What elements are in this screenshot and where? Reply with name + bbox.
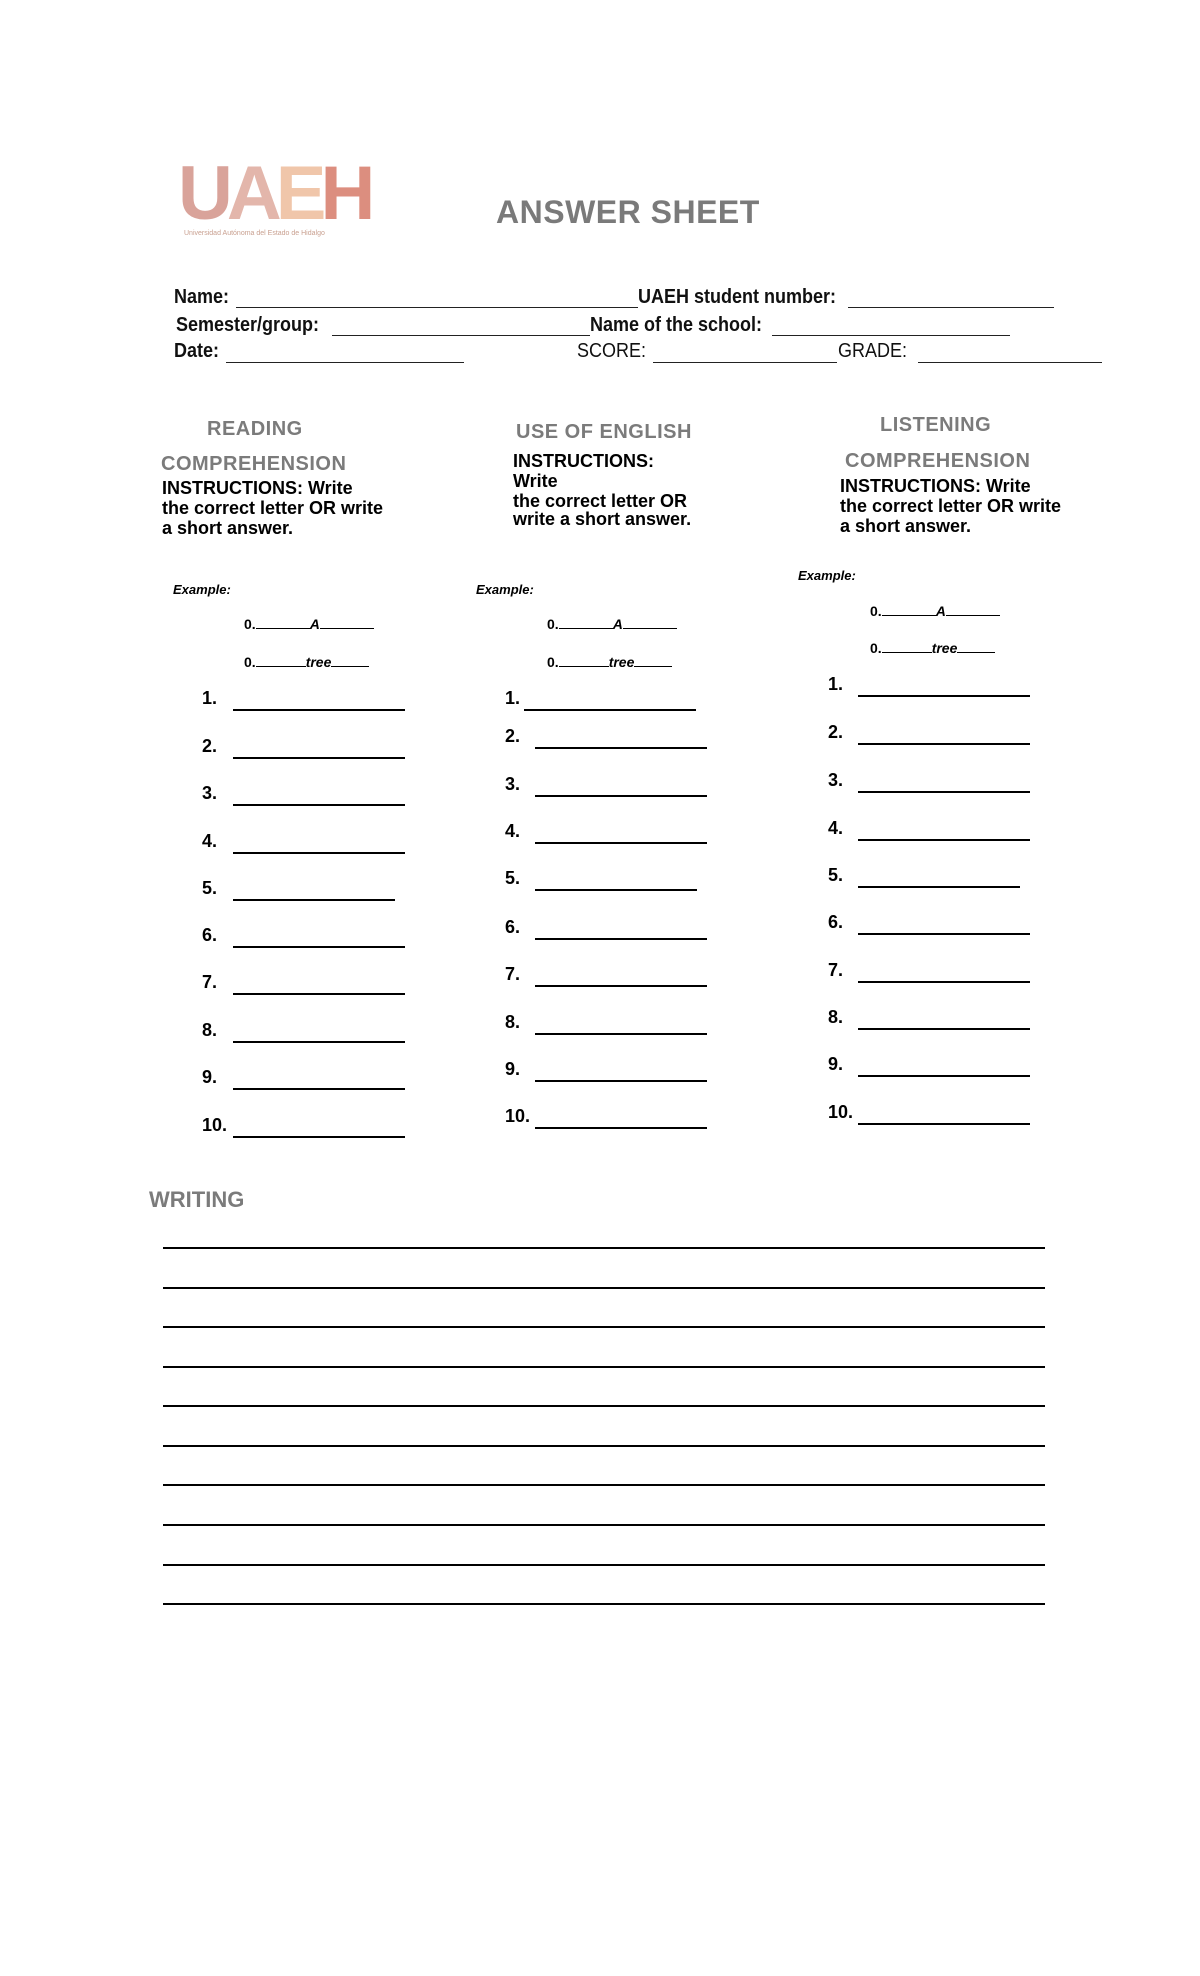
- page-title: ANSWER SHEET: [496, 194, 760, 230]
- answer-line[interactable]: [233, 804, 405, 806]
- answer-line[interactable]: [858, 695, 1030, 697]
- answer-number: 8.: [202, 1020, 218, 1040]
- writing-title: WRITING: [149, 1187, 245, 1212]
- student-number-field-line[interactable]: [848, 307, 1054, 308]
- writing-line[interactable]: [163, 1484, 1045, 1486]
- grade-field-line[interactable]: [918, 362, 1102, 363]
- writing-line[interactable]: [163, 1445, 1045, 1447]
- answer-number: 5.: [202, 878, 218, 898]
- grade-label: GRADE:: [838, 340, 908, 362]
- answer-line[interactable]: [524, 709, 696, 711]
- example-number: 0.: [244, 654, 256, 670]
- answer-line[interactable]: [535, 985, 707, 987]
- example-number: 0.: [547, 616, 559, 632]
- example-number: 0.: [244, 616, 256, 632]
- listening-instructions: INSTRUCTIONS: Write the correct letter OR write a short answer.: [840, 476, 1062, 536]
- writing-line[interactable]: [163, 1287, 1045, 1289]
- answer-line[interactable]: [233, 946, 405, 948]
- english-example-row-1: [547, 616, 677, 632]
- example-answer: A: [612, 616, 623, 632]
- date-label: Date:: [174, 340, 220, 362]
- name-label: Name:: [174, 286, 230, 308]
- english-instructions-l3: the correct letter OR: [513, 491, 688, 511]
- answer-number: 3.: [505, 774, 521, 794]
- score-label: SCORE:: [577, 340, 647, 362]
- example-number: 0.: [870, 603, 882, 619]
- answer-number: 1.: [828, 674, 844, 694]
- answer-line[interactable]: [233, 852, 405, 854]
- answer-number: 9.: [202, 1067, 218, 1087]
- answer-line[interactable]: [233, 1088, 405, 1090]
- writing-line[interactable]: [163, 1603, 1045, 1605]
- answer-number: 7.: [828, 960, 844, 980]
- answer-line[interactable]: [233, 709, 405, 711]
- answer-number: 6.: [505, 917, 521, 937]
- example-answer: tree: [305, 654, 332, 670]
- student-number-label: UAEH student number:: [638, 286, 836, 308]
- answer-line[interactable]: [535, 938, 707, 940]
- listening-title-line2: COMPREHENSION: [845, 450, 1031, 472]
- answer-number: 10.: [505, 1106, 531, 1126]
- reading-instructions: INSTRUCTIONS: Write the correct letter OR write a short answer.: [162, 478, 384, 538]
- answer-number: 3.: [828, 770, 844, 790]
- writing-line[interactable]: [163, 1564, 1045, 1566]
- answer-line[interactable]: [858, 981, 1030, 983]
- answer-line[interactable]: [535, 889, 697, 891]
- logo-letter-u: U: [178, 151, 227, 236]
- answer-line[interactable]: [535, 842, 707, 844]
- english-title: USE OF ENGLISH: [516, 421, 692, 443]
- answer-number: 8.: [505, 1012, 521, 1032]
- score-field-line[interactable]: [653, 362, 837, 363]
- answer-line[interactable]: [858, 886, 1020, 888]
- answer-number: 4.: [202, 831, 218, 851]
- answer-number: 2.: [828, 722, 844, 742]
- english-example-label: Example:: [476, 582, 534, 597]
- listening-example-label: Example:: [798, 568, 856, 583]
- answer-line[interactable]: [858, 839, 1030, 841]
- writing-line[interactable]: [163, 1366, 1045, 1368]
- answer-number: 6.: [202, 925, 218, 945]
- answer-number: 9.: [828, 1054, 844, 1074]
- writing-line[interactable]: [163, 1247, 1045, 1249]
- semester-field-line[interactable]: [332, 335, 590, 336]
- answer-line[interactable]: [858, 1123, 1030, 1125]
- logo-tagline: Universidad Autónoma del Estado de Hidalgo: [184, 230, 325, 237]
- answer-line[interactable]: [535, 747, 707, 749]
- school-label: Name of the school:: [590, 314, 763, 336]
- answer-number: 10.: [828, 1102, 854, 1122]
- logo-letter-e: E: [275, 151, 321, 236]
- answer-line[interactable]: [858, 1028, 1030, 1030]
- answer-number: 2.: [505, 726, 521, 746]
- listening-title-line1: LISTENING: [880, 414, 992, 436]
- logo-letter-h: H: [320, 151, 370, 236]
- answer-line[interactable]: [233, 993, 405, 995]
- english-instructions-l4: write a short answer.: [513, 509, 692, 529]
- english-instructions-l2: Write: [513, 471, 558, 491]
- answer-line[interactable]: [233, 757, 405, 759]
- answer-number: 6.: [828, 912, 844, 932]
- reading-title-line2: COMPREHENSION: [161, 453, 347, 475]
- reading-example-row-2: [244, 654, 369, 670]
- answer-line[interactable]: [858, 743, 1030, 745]
- example-answer: tree: [931, 640, 958, 656]
- answer-number: 5.: [828, 865, 844, 885]
- reading-title-line1: READING: [207, 418, 303, 440]
- example-answer: A: [309, 616, 320, 632]
- writing-line[interactable]: [163, 1326, 1045, 1328]
- answer-number: 10.: [202, 1115, 228, 1135]
- writing-line[interactable]: [163, 1524, 1045, 1526]
- answer-number: 4.: [828, 818, 844, 838]
- answer-number: 1.: [505, 688, 521, 708]
- answer-line[interactable]: [233, 899, 395, 901]
- example-answer: A: [935, 603, 946, 619]
- answer-line[interactable]: [535, 1127, 707, 1129]
- logo-letter-a: A: [226, 151, 276, 236]
- name-field-line[interactable]: [236, 307, 638, 308]
- answer-line[interactable]: [535, 1033, 707, 1035]
- reading-example-label: Example:: [173, 582, 231, 597]
- writing-line[interactable]: [163, 1405, 1045, 1407]
- reading-example-row-1: [244, 616, 374, 632]
- answer-line[interactable]: [535, 1080, 707, 1082]
- answer-number: 3.: [202, 783, 218, 803]
- uaeh-logo: [178, 151, 370, 244]
- answer-number: 8.: [828, 1007, 844, 1027]
- answer-number: 1.: [202, 688, 218, 708]
- example-answer: tree: [608, 654, 635, 670]
- example-number: 0.: [870, 640, 882, 656]
- answer-number: 5.: [505, 868, 521, 888]
- semester-label: Semester/group:: [176, 314, 320, 336]
- listening-example-row-2: [870, 640, 995, 656]
- answer-line[interactable]: [858, 933, 1030, 935]
- answer-number: 7.: [202, 972, 218, 992]
- answer-line[interactable]: [233, 1041, 405, 1043]
- date-field-line[interactable]: [226, 362, 464, 363]
- answer-line[interactable]: [233, 1136, 405, 1138]
- answer-line[interactable]: [535, 795, 707, 797]
- answer-number: 4.: [505, 821, 521, 841]
- english-example-row-2: [547, 654, 672, 670]
- answer-number: 9.: [505, 1059, 521, 1079]
- school-field-line[interactable]: [772, 335, 1010, 336]
- answer-number: 7.: [505, 964, 521, 984]
- answer-number: 2.: [202, 736, 218, 756]
- answer-line[interactable]: [858, 791, 1030, 793]
- answer-line[interactable]: [858, 1075, 1030, 1077]
- english-instructions-l1: INSTRUCTIONS:: [513, 451, 654, 471]
- example-number: 0.: [547, 654, 559, 670]
- listening-example-row-1: [870, 603, 1000, 619]
